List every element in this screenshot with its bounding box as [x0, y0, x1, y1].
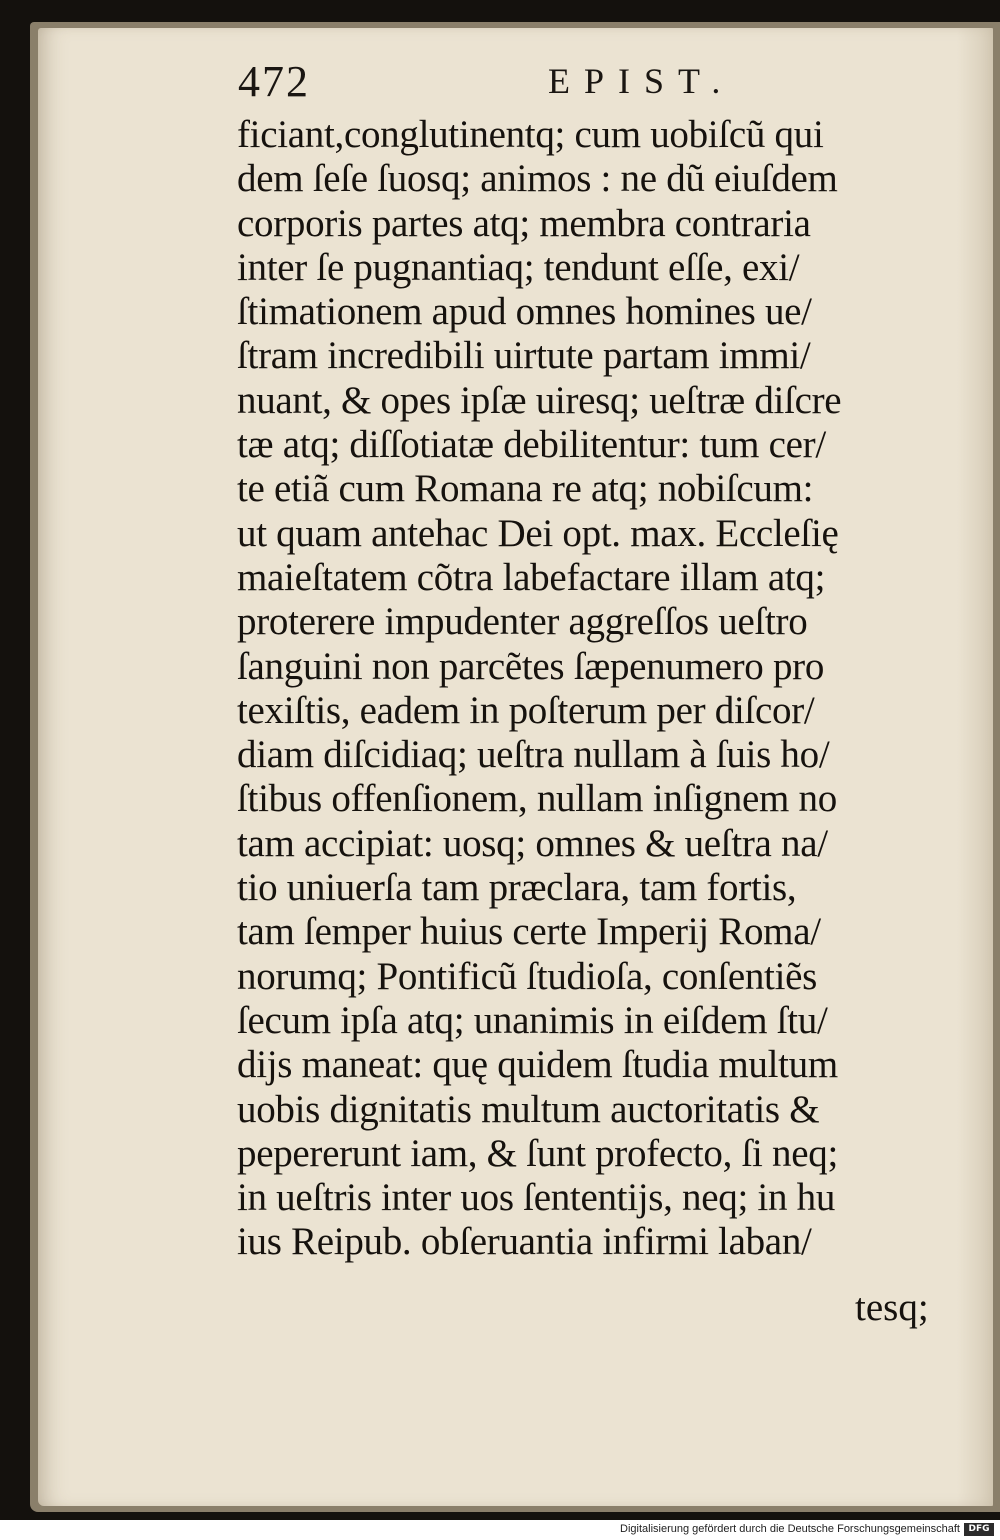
text-line: norumq; Pontificũ ſtudioſa, conſentiẽs: [237, 954, 818, 998]
text-line: inter ſe pugnantiaq; tendunt eſſe, exi/: [237, 245, 800, 289]
text-line: tæ atq; diſſotiatæ debilitentur: tum cer/: [237, 423, 826, 467]
text-line: tam ſemper huius certe Imperij Roma/: [237, 910, 821, 954]
text-line: ficiant,conglutinentq; cum uobiſcũ qui: [237, 113, 824, 156]
catchword: tesq;: [855, 1286, 929, 1329]
text-line: uobis dignitatis multum auctoritatis &: [237, 1087, 820, 1131]
text-line: maieſtatem cõtra labefactare illam atq;: [237, 555, 826, 599]
text-line: tio uniuerſa tam præclara, tam fortis,: [237, 866, 797, 910]
text-line: texiſtis, eadem in poſterum per diſcor/: [237, 688, 815, 732]
running-head: EPIST.: [548, 61, 735, 101]
text-line: proterere impudenter aggreſſos ueſtro: [237, 600, 808, 644]
text-line: ius Reipub. obſeruantia infirmi laban/: [237, 1220, 812, 1264]
page-edge: [957, 28, 993, 1506]
body-text: [237, 113, 937, 1265]
text-line: ſtibus offenſionem, nullam inſignem no: [237, 777, 837, 821]
text-line: ſtram incredibili uirtute partam immi/: [237, 334, 811, 378]
text-line: in ueſtris inter uos ſententijs, neq; in hu: [237, 1176, 836, 1220]
text-line: te etiã cum Romana re atq; nobiſcum:: [237, 467, 814, 511]
text-line: corporis partes atq; membra contraria: [237, 201, 811, 245]
text-line: dijs maneat: quę quidem ſtudia multum: [237, 1043, 838, 1087]
page-number: 472: [238, 57, 310, 106]
dfg-logo-icon: DFG: [964, 1523, 994, 1536]
text-line: pepererunt iam, & ſunt profecto, ſi neq;: [237, 1131, 838, 1175]
text-line: nuant, & opes ipſæ uiresq; ueſtræ diſcre: [237, 378, 842, 422]
text-line: ſtimationem apud omnes homines ue/: [237, 290, 812, 334]
text-line: ſecum ipſa atq; unanimis in eiſdem ſtu/: [237, 998, 828, 1042]
text-line: ut quam antehac Dei opt. max. Eccleſię: [237, 511, 839, 555]
text-line: ſanguini non parcẽtes ſæpenumero pro: [237, 644, 825, 688]
text-line: dem ſeſe ſuosq; animos : ne dũ eiuſdem: [237, 157, 838, 201]
digitization-credit: Digitalisierung gefördert durch die Deutsche Forschungsgemeinschaft: [620, 1523, 960, 1535]
text-line: diam diſcidiaq; ueſtra nullam à ſuis ho/: [237, 733, 830, 777]
text-line: tam accipiat: uosq; omnes & ueſtra na/: [237, 821, 828, 865]
page-header: [238, 56, 758, 116]
